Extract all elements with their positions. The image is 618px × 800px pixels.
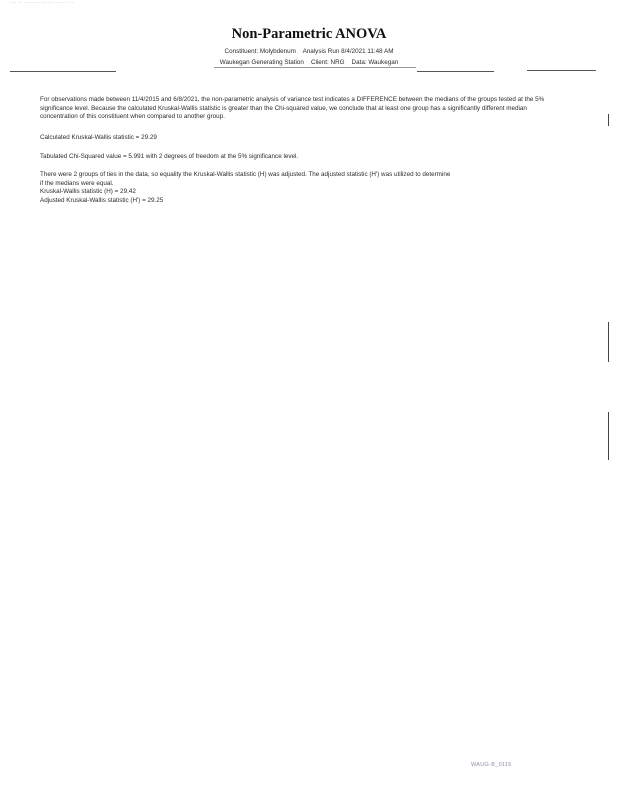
conclusion-paragraph [40,96,560,122]
scan-edge-mark [608,114,609,126]
scan-edge-mark [608,322,609,362]
ties-line-1: There were 2 groups of ties in the data, so equality the Kruskal-Wallis statistic (H) was adjusted. The adjusted statistic (H') was utilized to determine [40,171,451,178]
client-label: Client: NRG [310,59,345,66]
separator [298,48,302,55]
document-code: WAUG-B_0115 [471,762,512,768]
constituent-label: Constituent: Molybdenum [224,48,296,55]
station-label: Waukegan Generating Station [219,59,304,66]
tabulated-chi-squared-text: Tabulated Chi-Squared value = 5.991 with 2 degrees of freedom at the 5% significance level. [40,153,299,160]
calculated-statistic-text: Calculated Kruskal-Wallis statistic = 29.29 [40,134,157,141]
report-subline-1 [0,48,618,55]
header-rule-mid-right [417,71,494,72]
analysis-run-label: Analysis Run 8/4/2021 11:48 AM [302,48,394,55]
ties-adjustment-paragraph [40,171,560,205]
scan-header-artifact: ··· ·· ······· ······ ····· ·· [10,0,74,6]
tabulated-chi-squared [40,153,560,162]
scan-edge-mark [608,412,609,460]
report-subline-2 [0,59,618,66]
conclusion-text: For observations made between 11/4/2015 and 6/8/2021, the non-parametric analysis of variance test indicates a DIFFERENCE between the medians of the groups tested at the 5% significance level. Because the calculated Kruskal-Wallis statistic is greater than the Chi-squared value, we conclude that at least one group has a significantly different median concentration of this constituent when compared to another group. [40,96,545,121]
separator [346,59,350,66]
adjusted-kruskal-wallis-statistic: Adjusted Kruskal-Wallis statistic (H') = 29.25 [40,196,164,204]
data-label: Data: Waukegan [351,59,399,66]
kruskal-wallis-statistic: Kruskal-Wallis statistic (H) = 29.42 [40,188,136,196]
separator [306,59,310,66]
calculated-statistic [40,134,560,143]
ties-line-2: if the medians were equal. [40,179,114,187]
header-rule-center [214,67,416,68]
report-title: Non-Parametric ANOVA [231,26,387,42]
header-rule-left [10,71,116,72]
header-rule-right [527,70,596,71]
